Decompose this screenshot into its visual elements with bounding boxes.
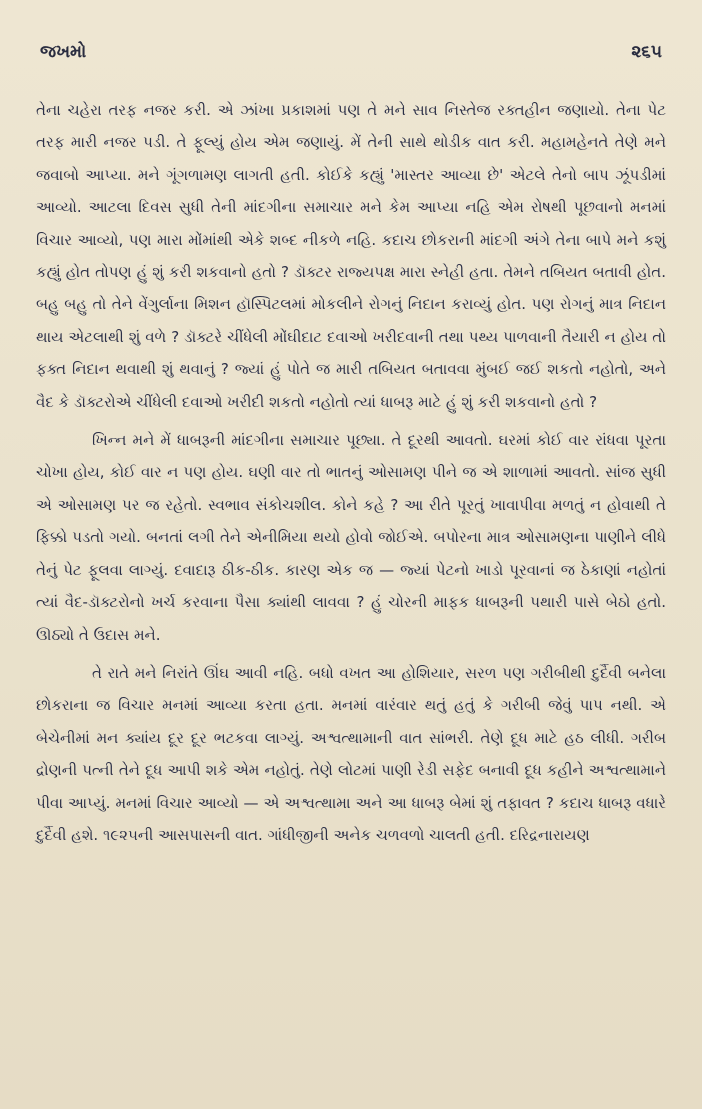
paragraph: ખિન્ન મને મેં ધાબરૂની માંદગીના સમાચાર પૂછ્યા. તે દૂરથી આવતો. ઘરમાં કોઈ વાર રાંધવા પૂરતા ચોખા હોય, કોઈ વાર ન પણ હોય. ઘણી વાર તો ભાતનું ઓસામણ પીને જ એ શાળામાં આવતો. સાંજ સુધી એ ઓસામણ પર જ રહેતો. સ્વભાવ સંકોચશીલ. કોને કહે ? આ રીતે પૂરતું ખાવાપીવા મળતું ન હોવાથી તે ફિક્કો પડતો ગયો. બનતાં લગી તેને એનીમિયા થયો હોવો જોઈએ. બપોરના માત્ર ઓસામણના પાણીને લીધે તેનું પેટ ફૂલવા લાગ્યું. દવાદારૂ ઠીક-ઠીક. કારણ એક જ — જ્યાં પેટનો ખાડો પૂરવાનાં જ ઠેકાણાં નહોતાં ત્યાં વૈદ-ડૉક્ટરોનો ખર્ચ કરવાના પૈસા ક્યાંથી લાવવા ? હું ચોરની માફક ધાબરૂની પથારી પાસે બેઠો હતો. ઊઠ્યો તે ઉદાસ મને. [36,431,666,644]
chapter-title: જખમો [40,42,87,62]
page-header [40,42,662,68]
page-number: ૨૬૫ [631,42,662,62]
paragraph: તે રાતે મને નિરાંતે ઊંઘ આવી નહિ. બધો વખત આ હોશિયાર, સરળ પણ ગરીબીથી દુર્દૈવી બનેલા છોકરાના જ વિચાર મનમાં આવ્યા કરતા હતા. મનમાં વારંવાર થતું હતું કે ગરીબી જેવું પાપ નથી. એ બેચેનીમાં મન ક્યાંય દૂર દૂર ભટકવા લાગ્યું. અશ્વત્થામાની વાત સાંભરી. તેણે દૂધ માટે હઠ લીધી. ગરીબ દ્રોણની પત્ની તેને દૂધ આપી શકે એમ નહોતું. તેણે લોટમાં પાણી રેડી સફેદ બનાવી દૂધ કહીને અશ્વત્થામાને પીવા આપ્યું. મનમાં વિચાર આવ્યો — એ અશ્વત્થામા અને આ ધાબરૂ બેમાં શું તફાવત ? કદાચ ધાબરૂ વધારે દુર્દૈવી હશે. ૧૯૨૫ની આસપાસની વાત. ગાંધીજીની અનેક ચળવળો ચાલતી હતી. દરિદ્રનારાયણ [36,663,666,844]
body-text [36,94,666,851]
paragraph: તેના ચહેરા તરફ નજર કરી. એ ઝાંખા પ્રકાશમાં પણ તે મને સાવ નિસ્તેજ રક્તહીન જણાયો. તેના પેટ તરફ મારી નજર પડી. તે ફૂલ્યું હોય એમ જણાયું. મેં તેની સાથે થોડીક વાત કરી. મહામહેનતે તેણે મને જવાબો આપ્યા. મને ગૂંગળામણ લાગતી હતી. કોઈકે કહ્યું 'માસ્તર આવ્યા છે' એટલે તેનો બાપ ઝૂંપડીમાં આવ્યો. આટલા દિવસ સુધી તેની માંદગીના સમાચાર મને કેમ આપ્યા નહિ એમ રોષથી પૂછવાનો મનમાં વિચાર આવ્યો, પણ મારા મોંમાંથી એકે શબ્દ નીકળે નહિ. કદાચ છોકરાની માંદગી અંગે તેના બાપે મને કશું કહ્યું હોત તોપણ હું શું કરી શકવાનો હતો ? ડૉક્ટર રાજ્યપક્ષ મારા સ્નેહી હતા. તેમને તબિયત બતાવી હોત. બહુ બહુ તો તેને વેંગુર્લાના મિશન હૉસ્પિટલમાં મોકલીને રોગનું નિદાન કરાવ્યું હોત. પણ રોગનું માત્ર નિદાન થાય એટલાથી શું વળે ? ડૉક્ટરે ચીંધેલી મોંઘીદાટ દવાઓ ખરીદવાની તથા પથ્ય પાળવાની તૈયારી ન હોય તો ફક્ત નિદાન થવાથી શું થવાનું ? જ્યાં હું પોતે જ મારી તબિયત બતાવવા મુંબઈ જઈ શકતો નહોતો, અને વૈદ કે ડૉક્ટરોએ ચીંધેલી દવાઓ ખરીદી શકતો નહોતો ત્યાં ધાબરૂ માટે હું શું કરી શકવાનો હતો ? [36,101,666,411]
